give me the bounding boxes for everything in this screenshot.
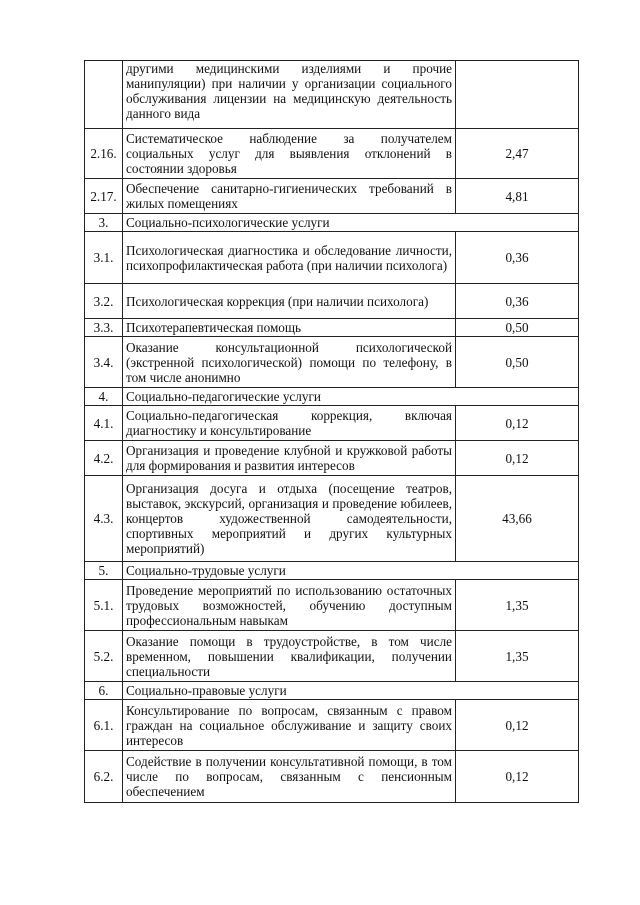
row-value: 0,12 <box>456 441 579 476</box>
section-row <box>85 682 579 700</box>
row-description: Проведение мероприятий по использованию остаточных трудовых возможностей, обучению доступным профессиональным навыкам <box>123 580 456 631</box>
row-description: Содействие в получении консультативной помощи, в том числе по вопросам, связанным с пенсионным обеспечением <box>123 751 456 803</box>
row-description: другими медицинскими изделиями и прочие манипуляции) при наличии у организации социального обслуживания лицензии на медицинскую деятельность данного вида <box>123 61 456 129</box>
row-number: 6.1. <box>85 700 123 751</box>
row-number: 3.2. <box>85 284 123 319</box>
table-row <box>85 284 579 319</box>
row-description: Психологическая коррекция (при наличии психолога) <box>123 284 456 319</box>
table-row <box>85 406 579 441</box>
row-value: 0,12 <box>456 406 579 441</box>
row-description: Оказание помощи в трудоустройстве, в том числе временном, повышении квалификации, получении специальности <box>123 631 456 682</box>
row-description: Социально-педагогическая коррекция, включая диагностику и консультирование <box>123 406 456 441</box>
row-number: 5.1. <box>85 580 123 631</box>
row-description: Консультирование по вопросам, связанным с правом граждан на социальное обслуживание и защиту своих интересов <box>123 700 456 751</box>
row-description: Организация досуга и отдыха (посещение театров, выставок, экскурсий, организация и проведение юбилеев, концертов художественной самодеятельности, спортивных мероприятий и других культурных мероприятий) <box>123 476 456 562</box>
section-title: Социально-психологические услуги <box>123 214 579 232</box>
section-title: Социально-педагогические услуги <box>123 388 579 406</box>
table-row <box>85 441 579 476</box>
row-value: 2,47 <box>456 129 579 179</box>
row-value <box>456 61 579 129</box>
row-number: 6.2. <box>85 751 123 803</box>
row-number: 4.2. <box>85 441 123 476</box>
section-number: 4. <box>85 388 123 406</box>
row-number: 4.1. <box>85 406 123 441</box>
table-row <box>85 700 579 751</box>
row-description: Организация и проведение клубной и кружковой работы для формирования и развития интересов <box>123 441 456 476</box>
row-number: 4.3. <box>85 476 123 562</box>
section-title: Социально-трудовые услуги <box>123 562 579 580</box>
row-value: 4,81 <box>456 179 579 214</box>
section-title: Социально-правовые услуги <box>123 682 579 700</box>
table-row <box>85 751 579 803</box>
row-number: 2.17. <box>85 179 123 214</box>
row-number: 2.16. <box>85 129 123 179</box>
section-number: 5. <box>85 562 123 580</box>
table-row <box>85 580 579 631</box>
row-value: 1,35 <box>456 631 579 682</box>
table-row <box>85 232 579 284</box>
row-value: 0,12 <box>456 700 579 751</box>
services-table <box>84 60 579 803</box>
section-row <box>85 388 579 406</box>
section-row <box>85 214 579 232</box>
section-row <box>85 562 579 580</box>
row-description: Психологическая диагностика и обследование личности, психопрофилактическая работа (при наличии психолога) <box>123 232 456 284</box>
row-value: 43,66 <box>456 476 579 562</box>
table-row <box>85 476 579 562</box>
row-description: Систематическое наблюдение за получателем социальных услуг для выявления отклонений в состоянии здоровья <box>123 129 456 179</box>
row-value: 0,50 <box>456 319 579 337</box>
section-number: 3. <box>85 214 123 232</box>
row-number: 3.3. <box>85 319 123 337</box>
row-value: 0,36 <box>456 284 579 319</box>
row-description: Обеспечение санитарно-гигиенических требований в жилых помещениях <box>123 179 456 214</box>
table-row <box>85 631 579 682</box>
row-number <box>85 61 123 129</box>
row-number: 3.1. <box>85 232 123 284</box>
table-row <box>85 319 579 337</box>
section-number: 6. <box>85 682 123 700</box>
row-number: 3.4. <box>85 337 123 388</box>
row-number: 5.2. <box>85 631 123 682</box>
row-value: 0,12 <box>456 751 579 803</box>
services-table-body <box>85 61 579 803</box>
row-value: 0,50 <box>456 337 579 388</box>
row-description: Психотерапевтическая помощь <box>123 319 456 337</box>
row-value: 1,35 <box>456 580 579 631</box>
table-row <box>85 129 579 179</box>
row-description: Оказание консультационной психологической (экстренной психологической) помощи по телефону, в том числе анонимно <box>123 337 456 388</box>
row-value: 0,36 <box>456 232 579 284</box>
table-row <box>85 337 579 388</box>
table-row <box>85 179 579 214</box>
table-row <box>85 61 579 129</box>
